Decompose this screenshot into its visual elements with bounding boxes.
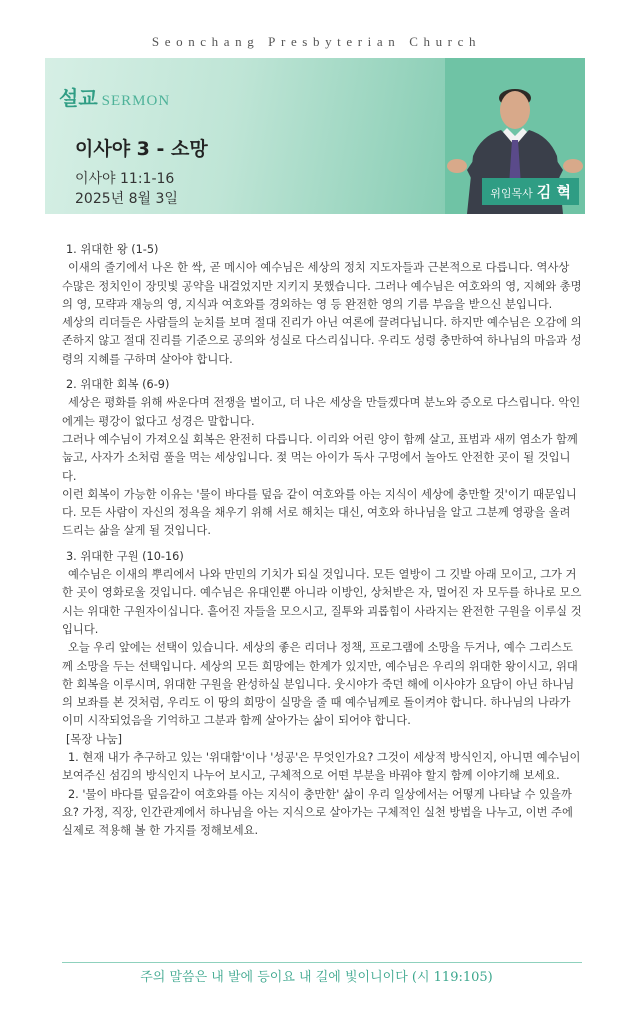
section-paragraph: 예수님은 이새의 뿌리에서 나와 만민의 기치가 되실 것입니다. 모든 열방이 그 깃발 아래 모이고, 그가 거한 곳이 영화로울 것입니다. 예수님은 유대인뿐 아니라 이방인, 상처받은 자, 멀어진 자 모두를 하나로 모으시는 위대한 구원자이십니다. 흩어진 자들을 모으시고, 질투와 괴롭힘이 사라지는 완전한 구원을 이루실 것입니다. — [62, 568, 582, 636]
sermon-label — [59, 82, 170, 111]
section-paragraph: 세상은 평화를 위해 싸운다며 전쟁을 벌이고, 더 나은 세상을 만들겠다며 분노와 증오로 다스립니다. 악인에게는 평강이 없다고 성경은 말합니다. — [62, 396, 581, 428]
section-heading: 3. 위대한 구원 (10-16) — [66, 549, 184, 563]
conclusion-paragraph: 오늘 우리 앞에는 선택이 있습니다. 세상의 좋은 리더나 정책, 프로그램에 소망을 두거나, 예수 그리스도께 소망을 두는 선택입니다. 세상의 모든 희망에는 한계가 있지만, 예수님은 우리의 위대한 왕이시고, 위대한 회복을 이루시며, 위대한 구원을 완성하실 분입니다. 웃시야가 죽던 해에 이사야가 요담이 아닌 하나님의 보좌를 본 것처럼, 우리도 이 땅의 희망이 실망을 줄 때 예수님께로 돌이켜야 합니다. 하나님의 나라가 이미 시작되었음을 기억하고 그분과 함께 살아가는 삶이 되어야 합니다. — [62, 641, 578, 728]
sermon-label-english: SERMON — [101, 93, 171, 109]
pastor-name: 김 혁 — [536, 183, 571, 201]
sermon-header — [45, 58, 585, 214]
section-paragraph: 이새의 줄기에서 나온 한 싹, 곧 메시아 예수님은 세상의 정치 지도자들과 근본적으로 다릅니다. 역사상 수많은 정치인이 장밋빛 공약을 내걸었지만 지키지 못했습니다. 그러나 예수님은 여호와의 영, 지혜와 총명의 영, 모략과 재능의 영, 지식과 여호와를 경외하는 영 등 완전한 영의 기름 부음을 받으신 분입니다. — [62, 261, 582, 311]
sermon-section — [62, 241, 582, 369]
section-paragraph: 그러나 예수님이 가져오실 회복은 완전히 다릅니다. 이리와 어린 양이 함께 살고, 표범과 새끼 염소가 함께 눕고, 사자가 소처럼 풀을 먹는 세상입니다. 젖 먹는 아이가 독사 구멍에서 놀아도 안전한 곳이 될 것입니다. — [62, 432, 578, 483]
church-name: Seonchang Presbyterian Church — [151, 34, 482, 49]
sermon-date: 2025년 8월 3일 — [75, 191, 178, 207]
sermon-label-korean: 설교 — [59, 86, 98, 110]
sermon-section — [62, 548, 582, 639]
pastor-title: 위임목사 — [490, 187, 533, 200]
section-paragraph: 세상의 리더들은 사람들의 눈치를 보며 절대 진리가 아닌 여론에 끌려다닙니다. 하지만 예수님은 오감에 의존하지 않고 절대 진리를 기준으로 공의와 성실로 다스리십니다. 우리도 성령 충만하여 하나님의 마음과 성령의 지혜를 구하며 살아야 합니다. — [62, 316, 582, 366]
section-paragraph: 이런 회복이 가능한 이유는 '물이 바다를 덮음 같이 여호와를 아는 지식이 세상에 충만할 것'이기 때문입니다. 모든 사람이 자신의 정욕을 채우기 위해 서로 해치는 대신, 여호와 하나님을 알고 그분께 영광을 올려 드리는 삶을 살게 될 것입니다. — [62, 487, 577, 538]
sermon-section — [62, 376, 582, 541]
section-heading: 1. 위대한 왕 (1-5) — [66, 243, 159, 256]
sermon-title: 이사야 3 - 소망 — [75, 138, 208, 160]
footer-divider — [62, 962, 582, 963]
discussion-heading: [목장 나눔] — [66, 732, 123, 746]
footer-verse: 주의 말씀은 내 발에 등이요 내 길에 빛이니이다 (시 119:105) — [140, 970, 493, 985]
section-heading: 2. 위대한 회복 (6-9) — [66, 378, 170, 392]
scripture-passage: 이사야 11:1-16 — [75, 171, 175, 187]
pastor-badge — [482, 178, 579, 205]
discussion-item: 1. 현재 내가 추구하고 있는 '위대함'이나 '성공'은 무엇인가요? 그것이 세상적 방식인지, 아니면 예수님이 보여주신 섬김의 방식인지 나누어 보시고, 구체적으로 어떤 부분을 바꿔야 할지 함께 이야기해 보세요. — [62, 751, 581, 783]
discussion-item: 2. '물이 바다를 덮음같이 여호와를 아는 지식이 충만한' 삶이 우리 일상에서는 어떻게 나타날 수 있을까요? 가정, 직장, 인간관계에서 하나님을 아는 지식으로 살아가는 구체적인 실천 방법을 나누고, 이번 주에 실제로 적용해 볼 한 가지를 정해보세요. — [62, 787, 573, 838]
sermon-body — [62, 234, 582, 841]
